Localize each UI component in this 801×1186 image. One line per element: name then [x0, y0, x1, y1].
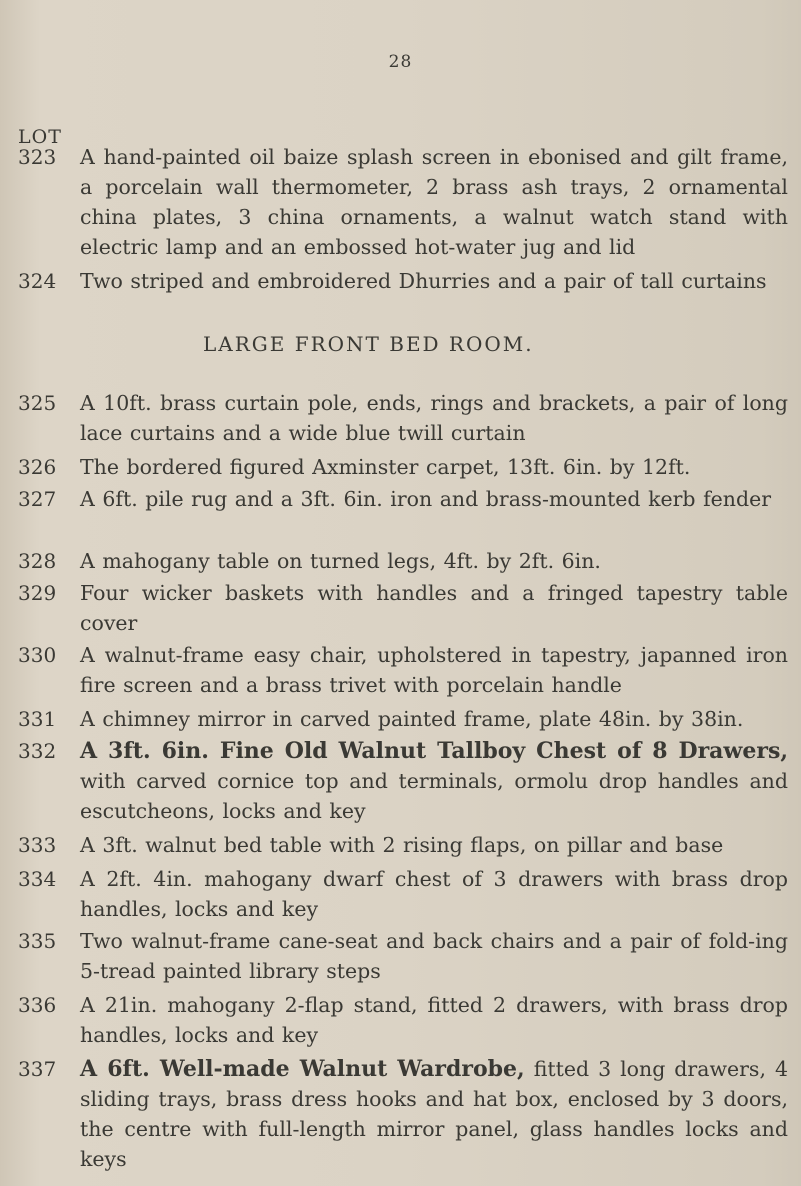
- lot-description: [80, 1054, 788, 1174]
- lot-description: A chimney mirror in carved painted frame, plate 48in. by 38in.: [80, 707, 744, 731]
- lot-number: 326: [18, 455, 57, 479]
- lot-description: Two walnut-frame cane-seat and back chairs and a pair of fold-ing 5-tread painted library steps: [80, 929, 788, 983]
- lot-number: 333: [18, 833, 57, 857]
- lot-entry-334: [18, 864, 788, 924]
- lot-description: Four wicker baskets with handles and a fringed tapestry table cover: [80, 581, 788, 635]
- lot-entry-326: [18, 452, 788, 482]
- lot-number: 331: [18, 707, 57, 731]
- lot-description: [80, 736, 788, 826]
- lot-entry-332: [18, 736, 788, 826]
- lot-lead-text: A 3ft. 6in. Fine Old Walnut Tallboy Chest of 8 Drawers,: [80, 738, 788, 764]
- lot-body-text: with carved cornice top and terminals, ormolu drop handles and escutcheons, locks and key: [80, 769, 788, 823]
- lot-number: 327: [18, 487, 57, 511]
- lot-entry-325: [18, 388, 788, 448]
- lot-number: 335: [18, 929, 57, 953]
- lot-number: 328: [18, 549, 57, 573]
- lot-number: 336: [18, 993, 57, 1017]
- lot-description: The bordered figured Axminster carpet, 13ft. 6in. by 12ft.: [80, 455, 691, 479]
- lot-entry-330: [18, 640, 788, 700]
- lot-column-header: LOT: [18, 126, 62, 148]
- lot-entry-324: [18, 266, 788, 296]
- lot-number: 334: [18, 867, 57, 891]
- lot-number: 329: [18, 581, 57, 605]
- lot-entry-336: [18, 990, 788, 1050]
- lot-entry-323: [18, 142, 788, 262]
- lot-number: 324: [18, 269, 57, 293]
- lot-lead-text: A 6ft. Well-made Walnut Wardrobe,: [80, 1056, 525, 1082]
- lot-description: A mahogany table on turned legs, 4ft. by 2ft. 6in.: [80, 549, 601, 573]
- lot-entry-327: [18, 484, 788, 514]
- lot-number: 337: [18, 1057, 57, 1081]
- lot-description: A walnut-frame easy chair, upholstered in tapestry, japanned iron fire screen and a brass trivet with porcelain handle: [80, 643, 788, 697]
- lot-entry-328: [18, 546, 788, 576]
- lot-number: 323: [18, 145, 57, 169]
- lot-description: Two striped and embroidered Dhurries and a pair of tall curtains: [80, 269, 767, 293]
- lot-body-text: fitted 3 long drawers, 4 sliding trays, brass dress hooks and hat box, enclosed by 3 doors, the centre with full-length mirror panel, glass handles locks and keys: [80, 1057, 788, 1171]
- lot-entry-335: [18, 926, 788, 986]
- lot-entry-331: [18, 704, 788, 734]
- section-title: LARGE FRONT BED ROOM.: [203, 332, 534, 356]
- lot-entry-329: [18, 578, 788, 638]
- page-number: 28: [388, 52, 413, 72]
- lot-number: 330: [18, 643, 57, 667]
- lot-number: 325: [18, 391, 57, 415]
- lot-entry-337: [18, 1054, 788, 1174]
- lot-entry-333: [18, 830, 788, 860]
- lot-description: A 3ft. walnut bed table with 2 rising flaps, on pillar and base: [80, 833, 724, 857]
- lot-description: A hand-painted oil baize splash screen in ebonised and gilt frame, a porcelain wall thermometer, 2 brass ash trays, 2 ornamental china plates, 3 china ornaments, a walnut watch stand with electric lamp and an embossed hot-water jug and lid: [80, 145, 788, 259]
- lot-description: A 2ft. 4in. mahogany dwarf chest of 3 drawers with brass drop handles, locks and key: [80, 867, 788, 921]
- lot-number: 332: [18, 739, 57, 763]
- lot-description: A 6ft. pile rug and a 3ft. 6in. iron and brass-mounted kerb fender: [80, 487, 772, 511]
- lot-description: A 21in. mahogany 2-flap stand, fitted 2 drawers, with brass drop handles, locks and key: [80, 993, 788, 1047]
- lot-description: A 10ft. brass curtain pole, ends, rings and brackets, a pair of long lace curtains and a wide blue twill curtain: [80, 391, 788, 445]
